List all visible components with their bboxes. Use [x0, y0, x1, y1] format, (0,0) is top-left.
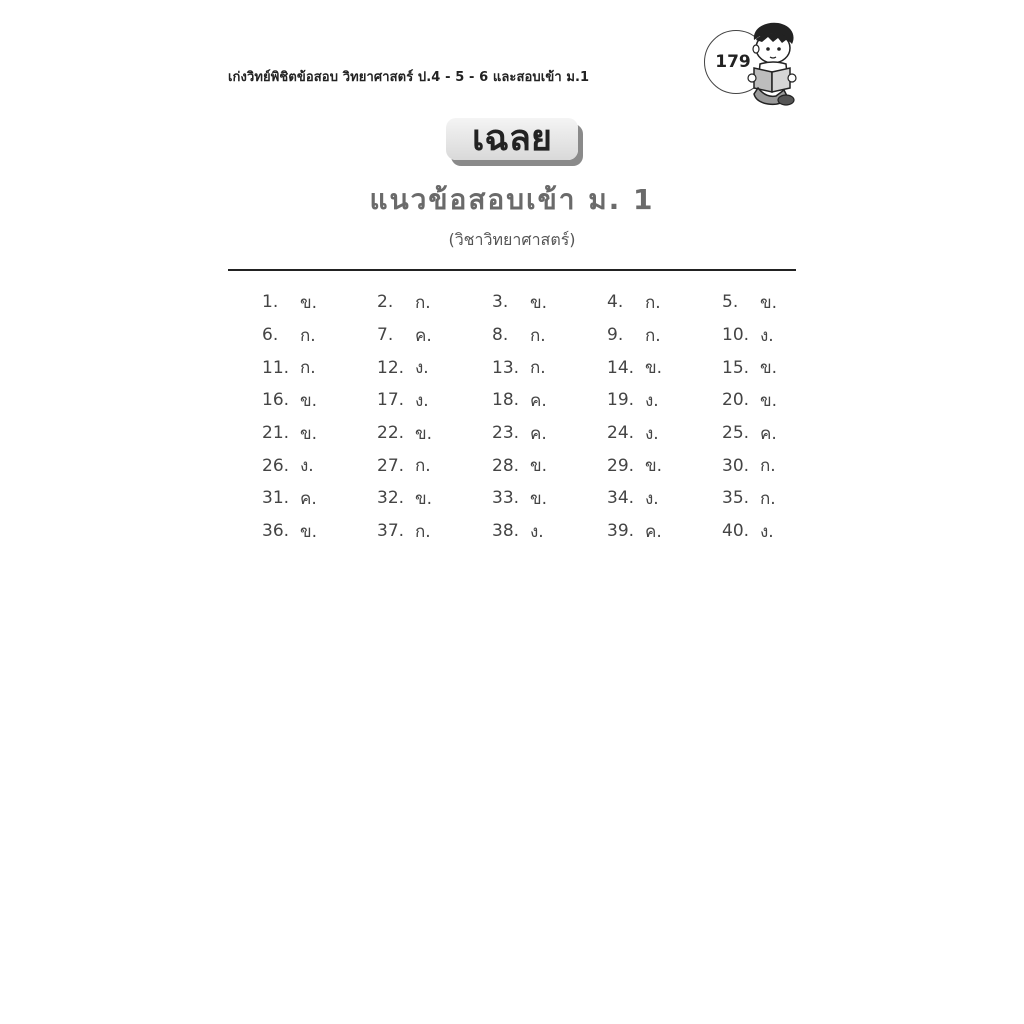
answer-item — [492, 515, 607, 548]
page-title: เฉลย — [472, 118, 552, 159]
answer-choice: ข. — [530, 292, 548, 313]
answer-number: 16. — [262, 390, 290, 411]
answer-item — [607, 351, 722, 384]
answer-choice: ง. — [645, 488, 659, 509]
answer-number: 5. — [722, 292, 739, 313]
answer-item — [722, 515, 837, 548]
answer-choice: ง. — [760, 521, 774, 542]
answer-number: 13. — [492, 357, 520, 378]
subtitle: แนวข้อสอบเข้า ม. 1 — [369, 183, 655, 216]
answer-item — [262, 319, 377, 352]
answer-item — [377, 286, 492, 319]
answer-item — [492, 417, 607, 450]
answer-choice: ค. — [530, 423, 547, 444]
answer-choice: ก. — [530, 358, 546, 379]
answer-choice: ข. — [760, 358, 778, 379]
answer-item — [262, 384, 377, 417]
answer-number: 24. — [607, 423, 635, 444]
answer-choice: ข. — [530, 488, 548, 509]
answer-item — [377, 515, 492, 548]
answer-number: 18. — [492, 390, 520, 411]
answer-choice: ก. — [300, 358, 316, 379]
answer-number: 30. — [722, 455, 750, 476]
answer-choice: ข. — [645, 456, 663, 477]
answer-number: 39. — [607, 521, 635, 542]
answer-item — [722, 417, 837, 450]
answer-item — [722, 384, 837, 417]
answer-choice: ก. — [760, 488, 776, 509]
answer-item — [377, 449, 492, 482]
answer-number: 9. — [607, 325, 624, 346]
answer-number: 32. — [377, 488, 405, 509]
answer-choice: ค. — [530, 390, 547, 411]
running-header: เก่งวิทย์พิชิตข้อสอบ วิทยาศาสตร์ ป.4 - 5 - 6 และสอบเข้า ม.1 — [228, 70, 590, 85]
answer-item — [492, 482, 607, 515]
answer-item — [262, 286, 377, 319]
answer-item — [607, 417, 722, 450]
answer-choice: ง. — [760, 325, 774, 346]
answer-item — [722, 482, 837, 515]
answer-choice: ก. — [530, 325, 546, 346]
answer-choice: ข. — [300, 423, 318, 444]
answer-choice: ข. — [300, 521, 318, 542]
answer-number: 2. — [377, 292, 394, 313]
answer-number: 40. — [722, 521, 750, 542]
answer-number: 37. — [377, 521, 405, 542]
answer-item — [377, 417, 492, 450]
answer-item — [722, 449, 837, 482]
answer-number: 34. — [607, 488, 635, 509]
answer-choice: ก. — [415, 521, 431, 542]
answer-number: 38. — [492, 521, 520, 542]
answer-choice: ก. — [645, 325, 661, 346]
answer-number: 23. — [492, 423, 520, 444]
answer-choice: ค. — [415, 325, 432, 346]
answer-item — [492, 449, 607, 482]
answer-number: 35. — [722, 488, 750, 509]
answer-choice: ก. — [415, 292, 431, 313]
answer-choice: ข. — [760, 390, 778, 411]
answer-choice: ข. — [530, 456, 548, 477]
answer-choice: ค. — [300, 488, 317, 509]
answer-number: 21. — [262, 423, 290, 444]
answer-item — [492, 286, 607, 319]
answer-item — [377, 351, 492, 384]
answer-item — [262, 449, 377, 482]
answer-item — [492, 351, 607, 384]
answer-choice: ข. — [300, 292, 318, 313]
answer-item — [262, 417, 377, 450]
answer-number: 27. — [377, 455, 405, 476]
answer-number: 12. — [377, 357, 405, 378]
answer-grid — [262, 286, 802, 548]
answer-item — [377, 482, 492, 515]
answer-number: 33. — [492, 488, 520, 509]
answer-number: 10. — [722, 325, 750, 346]
answer-choice: ข. — [645, 358, 663, 379]
answer-number: 17. — [377, 390, 405, 411]
answer-number: 29. — [607, 455, 635, 476]
answer-number: 7. — [377, 325, 394, 346]
answer-number: 19. — [607, 390, 635, 411]
answer-number: 15. — [722, 357, 750, 378]
answer-number: 31. — [262, 488, 290, 509]
title-box — [446, 118, 578, 160]
answer-choice: ง. — [645, 390, 659, 411]
answer-number: 22. — [377, 423, 405, 444]
answer-choice: ข. — [300, 390, 318, 411]
answer-item — [262, 515, 377, 548]
divider-line — [228, 269, 796, 271]
page-number: 179 — [715, 52, 751, 72]
answer-number: 14. — [607, 357, 635, 378]
answer-choice: ง. — [415, 358, 429, 379]
answer-number: 8. — [492, 325, 509, 346]
answer-choice: ก. — [760, 456, 776, 477]
answer-choice: ง. — [300, 456, 314, 477]
answer-choice: ง. — [645, 423, 659, 444]
answer-choice: ค. — [760, 423, 777, 444]
answer-item — [262, 351, 377, 384]
answer-number: 28. — [492, 455, 520, 476]
answer-item — [262, 482, 377, 515]
answer-item — [722, 319, 837, 352]
answer-item — [607, 286, 722, 319]
answer-number: 4. — [607, 292, 624, 313]
answer-choice: ง. — [415, 390, 429, 411]
answer-item — [722, 286, 837, 319]
answer-item — [607, 384, 722, 417]
answer-number: 36. — [262, 521, 290, 542]
answer-choice: ข. — [760, 292, 778, 313]
answer-item — [377, 319, 492, 352]
answer-item — [607, 482, 722, 515]
answer-item — [377, 384, 492, 417]
answer-item — [722, 351, 837, 384]
answer-item — [607, 449, 722, 482]
answer-item — [492, 319, 607, 352]
subject-label: (วิชาวิทยาศาสตร์) — [448, 230, 576, 249]
answer-choice: ก. — [415, 456, 431, 477]
answer-number: 11. — [262, 357, 290, 378]
answer-number: 1. — [262, 292, 279, 313]
answer-choice: ข. — [415, 423, 433, 444]
answer-number: 3. — [492, 292, 509, 313]
answer-item — [607, 319, 722, 352]
answer-number: 20. — [722, 390, 750, 411]
answer-choice: ก. — [300, 325, 316, 346]
answer-choice: ค. — [645, 521, 662, 542]
answer-item — [607, 515, 722, 548]
boy-reading-book-icon — [740, 18, 804, 108]
answer-number: 6. — [262, 325, 279, 346]
answer-number: 25. — [722, 423, 750, 444]
answer-choice: ง. — [530, 521, 544, 542]
answer-number: 26. — [262, 455, 290, 476]
answer-choice: ก. — [645, 292, 661, 313]
answer-item — [492, 384, 607, 417]
answer-choice: ข. — [415, 488, 433, 509]
